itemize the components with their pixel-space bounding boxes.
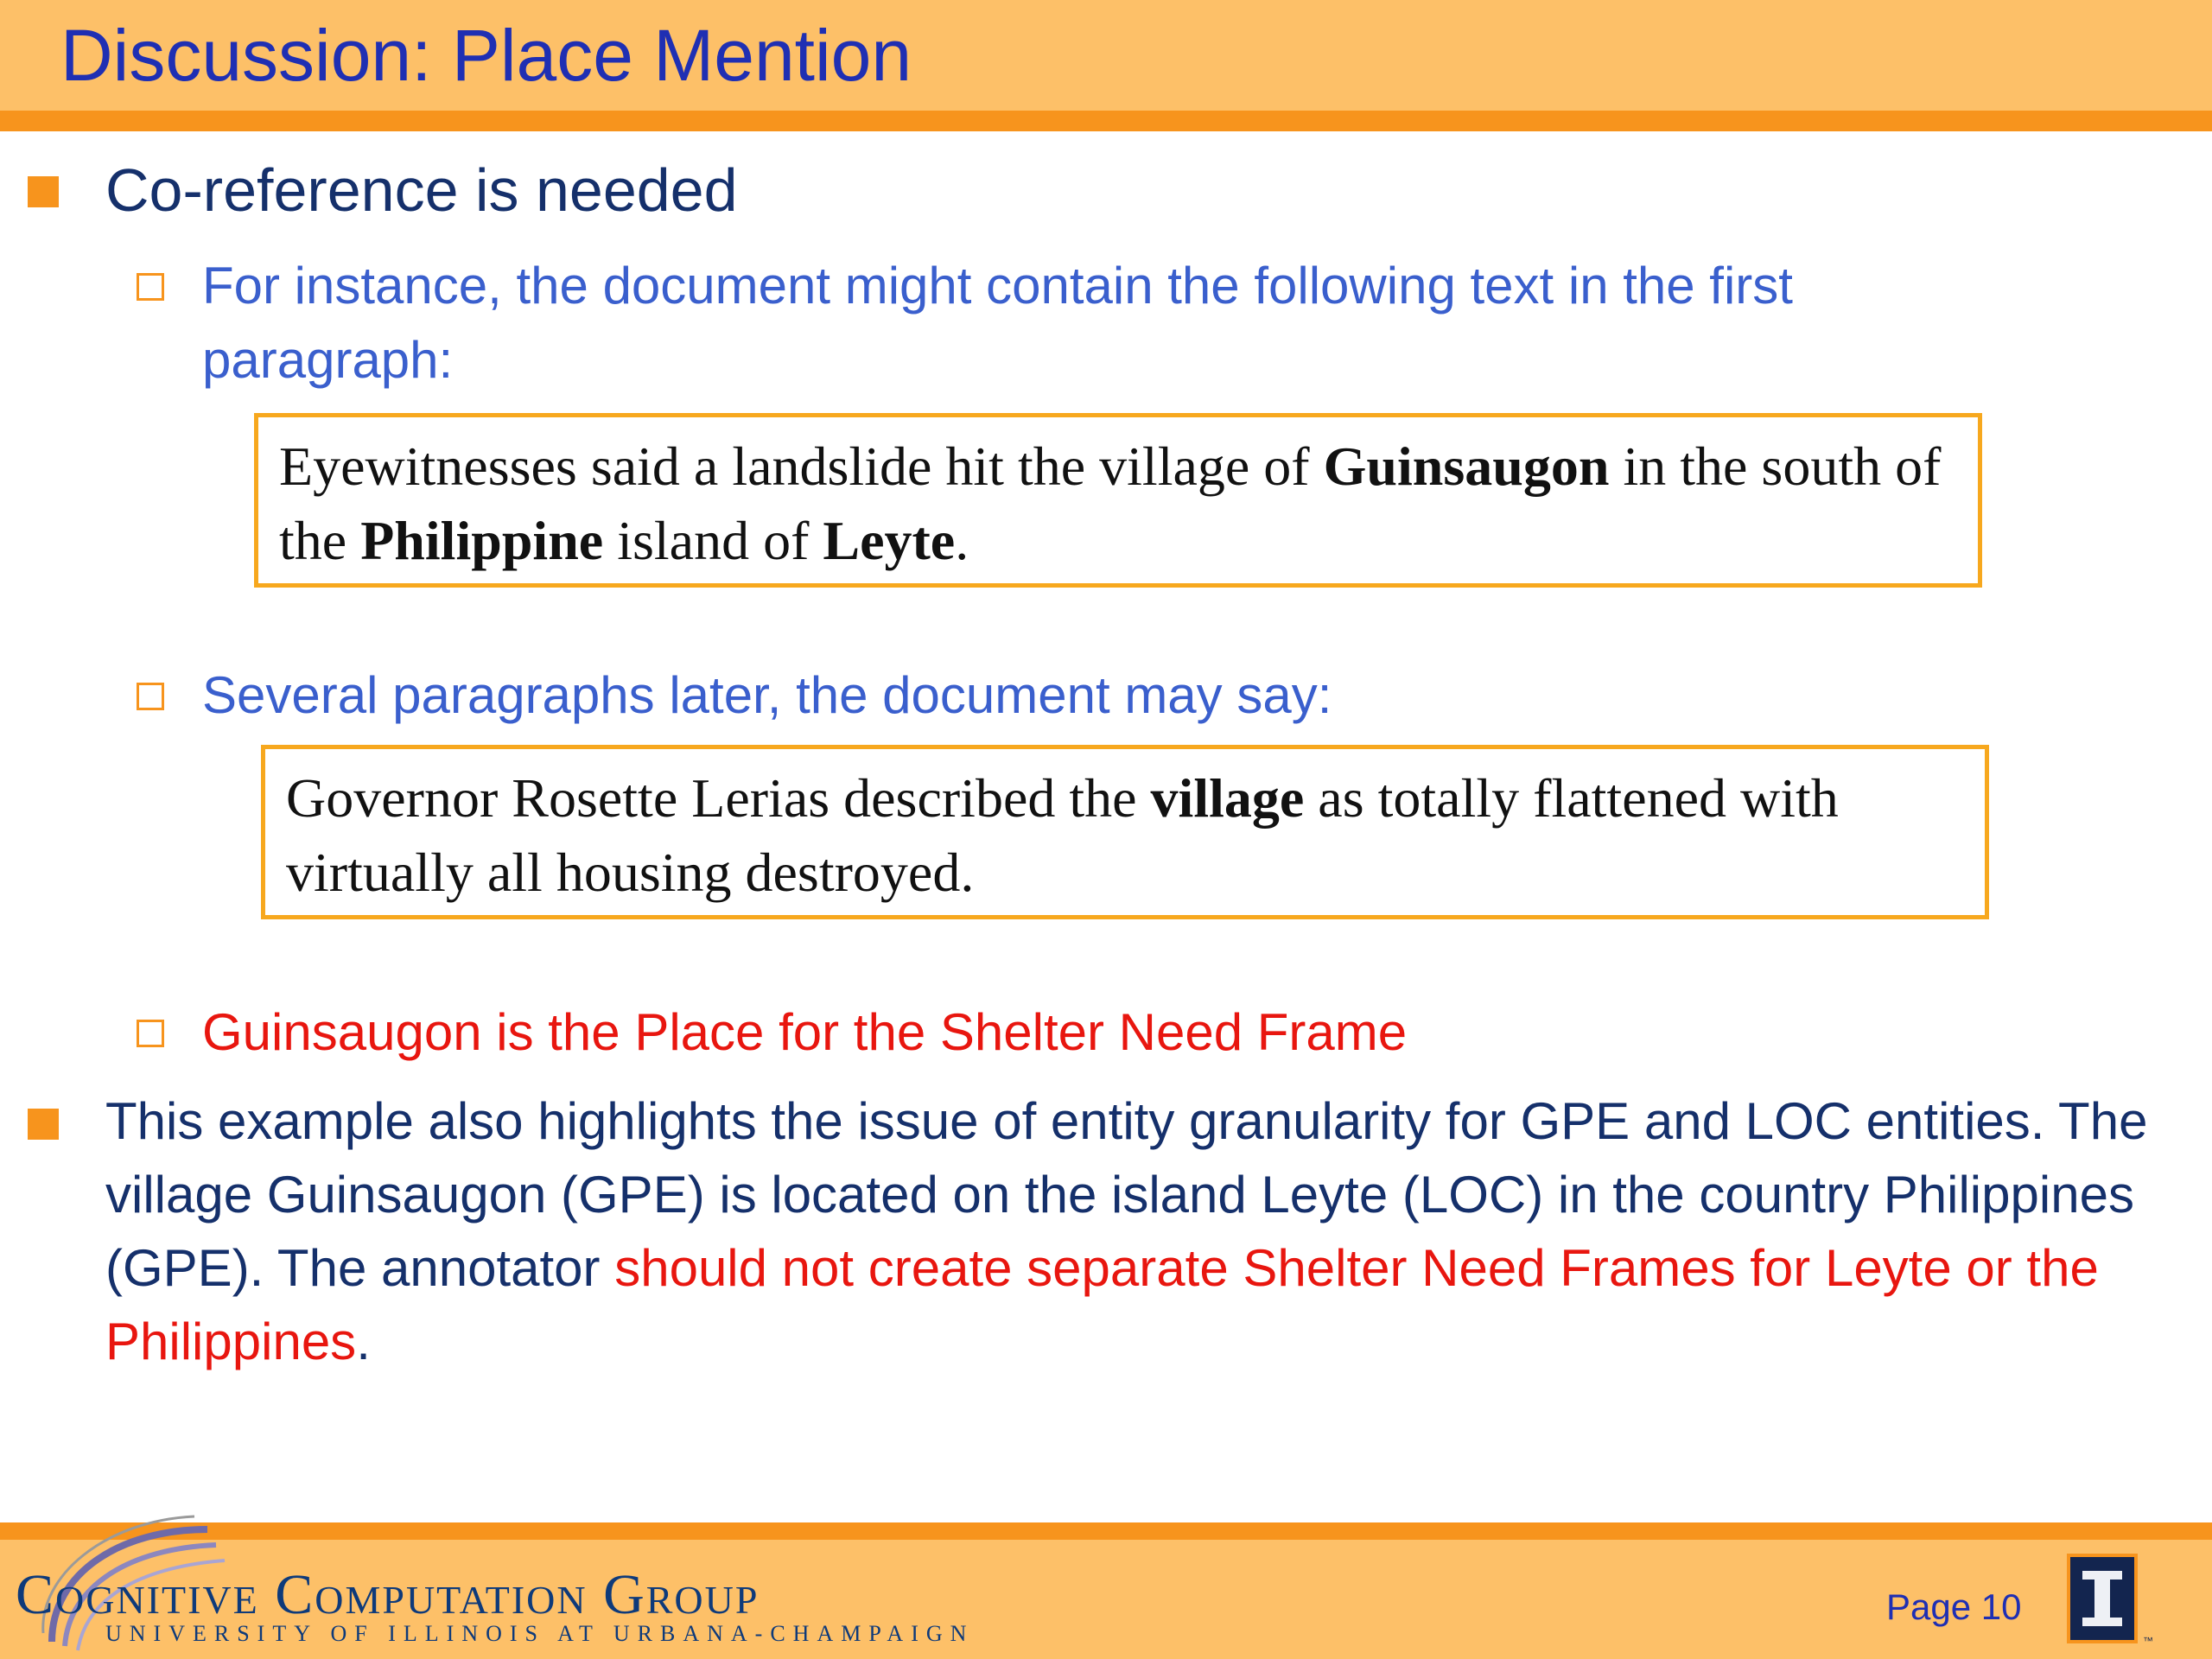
quote-box-first-paragraph (254, 413, 1982, 588)
sub-bullet-for-instance: For instance, the document might contain the following text in the first paragraph: (202, 257, 1793, 389)
quote1-text-4: . (955, 510, 969, 571)
granularity-end: . (356, 1313, 371, 1370)
sub-bullet-several-paragraphs: Several paragraphs later, the document may say: (202, 666, 1332, 724)
sub-bullet-hollow-icon (137, 1020, 164, 1047)
header-stripe (0, 111, 2212, 131)
footer-stripe (0, 1522, 2212, 1540)
quote1-text-2: in the south of the (279, 435, 1942, 571)
quote2-village: village (1150, 767, 1305, 829)
sub-bullet-hollow-icon (137, 273, 164, 301)
granularity-warning: should not create separate Shelter Need Frames for Leyte or the Philippines (105, 1239, 2099, 1370)
bullet-granularity-paragraph (105, 1084, 2179, 1378)
quote1-text-1: Eyewitnesses said a landslide hit the village of (279, 435, 1324, 497)
quote1-text-3: island of (603, 510, 823, 571)
quote2-text-2: as totally flattened with virtually all housing destroyed. (286, 767, 1839, 903)
quote1-leyte: Leyte (823, 510, 956, 571)
sub-bullet-hollow-icon (137, 683, 164, 710)
page-number: Page 10 (1886, 1586, 2022, 1627)
sub-bullet-guinsaugon-place: Guinsaugon is the Place for the Shelter Need Frame (202, 1003, 1408, 1061)
quote1-philippine: Philippine (360, 510, 604, 571)
quote1-guinsaugon: Guinsaugon (1323, 435, 1610, 497)
bullet-co-reference: Co-reference is needed (105, 156, 738, 224)
granularity-text: This example also highlights the issue of entity granularity for GPE and LOC entities. The village Guinsaugon (GPE) is located on the island Leyte (LOC) in the country Philippines (GPE). The annotator (105, 1092, 2148, 1297)
university-block-i-icon (2067, 1554, 2138, 1643)
quote2-text-1: Governor Rosette Lerias described the (286, 767, 1151, 829)
bullet-square-icon (28, 176, 59, 207)
logo-university-name: UNIVERSITY OF ILLINOIS AT URBANA-CHAMPAIGN (105, 1621, 975, 1646)
bullet-square-icon (28, 1109, 59, 1140)
slide-title: Discussion: Place Mention (60, 15, 912, 96)
quote-box-later-paragraph (261, 745, 1989, 919)
trademark-mark: ™ (2143, 1635, 2153, 1647)
logo-group-name: Cognitive Computation Group (16, 1563, 760, 1626)
